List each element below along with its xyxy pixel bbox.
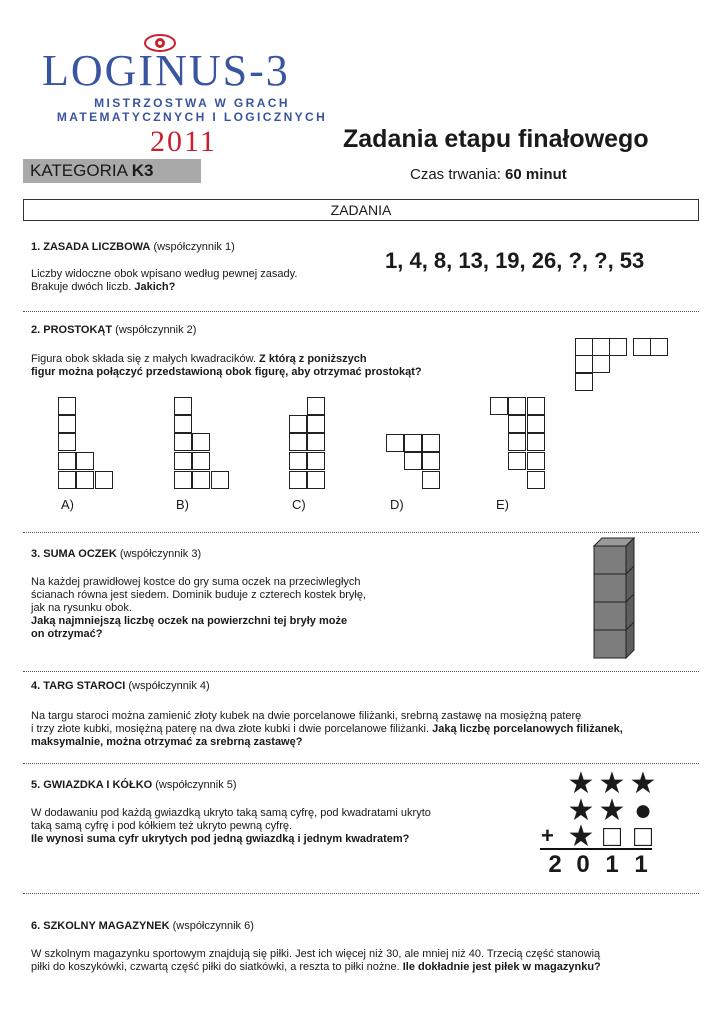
result-digit: 1 — [605, 851, 619, 878]
q4-line-2: i trzy złote kubki, mosiężną paterę na dwa złote kubki i dwie porcelanowe filiżanki. — [31, 723, 430, 735]
q1-header — [31, 241, 235, 253]
result-digit: 2 — [548, 851, 562, 878]
grid-square — [307, 471, 325, 489]
grid-square — [592, 338, 610, 356]
logo-name: LOGINUS-3 — [42, 46, 290, 95]
q4-line-2-bold: Jaką liczbę porcelanowych filiżanek, — [432, 723, 623, 735]
logo-line-1: MISTRZOSTWA W GRACH — [94, 96, 290, 110]
q3-title: 3. SUMA OCZEK — [31, 548, 117, 560]
q1-line-2: Brakuje dwóch liczb. — [31, 281, 132, 293]
q5-line-1: W dodawaniu pod każdą gwiazdką ukryto taką samą cyfrę, pod kwadratami ukryto — [31, 807, 431, 819]
grid-square — [174, 397, 192, 415]
plus-sign: + — [541, 823, 554, 848]
grid-square — [76, 452, 94, 470]
grid-square — [192, 433, 210, 451]
grid-square — [174, 415, 192, 433]
grid-square — [527, 452, 545, 470]
grid-square — [490, 397, 508, 415]
grid-square — [527, 415, 545, 433]
q5-line-2: taką samą cyfrę i pod kółkiem też ukryto pewną cyfrę. — [31, 820, 293, 832]
grid-square — [422, 471, 440, 489]
q3-dice-tower — [588, 536, 638, 660]
grid-square — [422, 452, 440, 470]
q3-header — [31, 548, 201, 560]
q2-header — [31, 324, 196, 336]
q3-coef: (współczynnik 3) — [119, 548, 202, 560]
q3-line-3: jak na rysunku obok. — [31, 602, 132, 614]
q4-title: 4. TARG STAROCI — [31, 680, 126, 692]
grid-square — [609, 338, 627, 356]
q6-line-2: piłki do koszykówki, czwartą część piłki do siatkówki, a reszta to piłki nożne. — [31, 961, 400, 973]
q5-coef: (współczynnik 5) — [155, 779, 237, 791]
grid-square — [289, 415, 307, 433]
star-icon: ★ — [598, 794, 626, 827]
category-value: K3 — [131, 161, 154, 180]
star-icon: ★ — [567, 767, 595, 800]
grid-square — [192, 471, 210, 489]
star-icon: ★ — [567, 794, 595, 827]
q6-line-2-bold: Ile dokładnie jest piłek w magazynku? — [402, 961, 601, 973]
q5-line-3-bold: Ile wynosi suma cyfr ukrytych pod jedną gwiazdką i jednym kwadratem? — [31, 833, 410, 845]
q2-line-1-bold: Z którą z poniższych — [259, 353, 367, 365]
page-title: Zadania etapu finałowego — [343, 125, 649, 153]
duration-value: 60 minut — [505, 166, 567, 183]
q2-option-d-label: D) — [390, 497, 404, 512]
q3-line-1: Na każdej prawidłowej kostce do gry suma oczek na przeciwległych — [31, 576, 361, 588]
star-icon: ★ — [598, 767, 626, 800]
grid-square — [650, 338, 668, 356]
grid-square — [58, 397, 76, 415]
grid-square — [633, 338, 651, 356]
square-icon: □ — [633, 820, 653, 853]
grid-square — [386, 434, 404, 452]
grid-square — [527, 397, 545, 415]
grid-square — [192, 452, 210, 470]
grid-square — [174, 433, 192, 451]
q1-coef: (współczynnik 1) — [153, 241, 235, 253]
grid-square — [404, 434, 422, 452]
grid-square — [58, 452, 76, 470]
grid-square — [289, 452, 307, 470]
result-digit: 0 — [576, 851, 590, 878]
divider — [23, 763, 699, 764]
q2-option-e-label: E) — [496, 497, 509, 512]
q2-option-c-label: C) — [292, 497, 306, 512]
grid-square — [289, 433, 307, 451]
divider — [23, 532, 699, 533]
q6-line-1: W szkolnym magazynku sportowym znajdują się piłki. Jest ich więcej niż 30, ale mniej niż 40. Trzecią część stanowią — [31, 948, 601, 960]
q1-line-1: Liczby widoczne obok wpisano według pewnej zasady. — [31, 268, 298, 280]
q2-line-2-bold: figur można połączyć przedstawioną obok figurę, aby otrzymać prostokąt? — [31, 366, 422, 378]
q3-line-2: ścianach równa jest siedem. Dominik buduje z czterech kostek bryłę, — [31, 589, 367, 601]
divider — [23, 671, 699, 672]
duration — [410, 166, 567, 183]
q4-line-3-bold: maksymalnie, można otrzymać za srebrną zastawę? — [31, 736, 303, 748]
grid-square — [508, 397, 526, 415]
q6-title: 6. SZKOLNY MAGAZYNEK — [31, 920, 170, 932]
star-icon: ★ — [629, 767, 657, 800]
result-digit: 1 — [634, 851, 648, 878]
q2-option-a-label: A) — [61, 497, 74, 512]
q6-coef: (współczynnik 6) — [172, 920, 254, 932]
star-icon: ★ — [567, 820, 595, 853]
q2-coef: (współczynnik 2) — [115, 324, 197, 336]
grid-square — [307, 415, 325, 433]
category-label: KATEGORIA — [30, 161, 127, 180]
grid-square — [307, 452, 325, 470]
q6-header — [31, 920, 254, 932]
sum-line — [540, 848, 652, 850]
grid-square — [307, 397, 325, 415]
q1-sequence: 1, 4, 8, 13, 19, 26, ?, ?, 53 — [385, 248, 645, 273]
logo-year: 2011 — [150, 125, 217, 158]
duration-label: Czas trwania: — [410, 166, 501, 183]
grid-square — [95, 471, 113, 489]
grid-square — [575, 338, 593, 356]
q2-title: 2. PROSTOKĄT — [31, 324, 113, 336]
grid-square — [508, 415, 526, 433]
square-icon: □ — [602, 820, 622, 853]
q3-text — [31, 576, 366, 641]
grid-square — [422, 434, 440, 452]
grid-square — [174, 452, 192, 470]
q5-title: 5. GWIAZDKA I KÓŁKO — [31, 779, 153, 791]
q6-text — [31, 948, 601, 974]
q4-text — [31, 710, 623, 749]
q2-line-1: Figura obok składa się z małych kwadracików. — [31, 353, 256, 365]
grid-square — [508, 452, 526, 470]
grid-square — [307, 433, 325, 451]
q3-line-4-bold: Jaką najmniejszą liczbę oczek na powierzchni tej bryły może — [31, 615, 348, 627]
logo-line-2: MATEMATYCZNYCH I LOGICZNYCH — [56, 110, 328, 124]
grid-square — [174, 471, 192, 489]
category-badge — [23, 159, 201, 183]
circle-icon: ● — [633, 794, 653, 827]
q5-header — [31, 779, 237, 791]
grid-square — [527, 433, 545, 451]
grid-square — [404, 452, 422, 470]
q2-option-b-label: B) — [176, 497, 189, 512]
grid-square — [76, 471, 94, 489]
grid-square — [58, 433, 76, 451]
q4-header — [31, 680, 210, 692]
grid-square — [575, 355, 593, 373]
q3-line-5-bold: on otrzymać? — [31, 628, 103, 640]
q4-coef: (współczynnik 4) — [128, 680, 210, 692]
q1-title: 1. ZASADA LICZBOWA — [31, 241, 151, 253]
grid-square — [527, 471, 545, 489]
q5-text — [31, 807, 431, 846]
grid-square — [289, 471, 307, 489]
q2-text — [31, 353, 422, 379]
q1-text — [31, 268, 297, 294]
q1-line-2-bold: Jakich? — [134, 281, 176, 293]
grid-square — [58, 415, 76, 433]
divider — [23, 893, 699, 894]
q4-line-1: Na targu staroci można zamienić złoty kubek na dwie porcelanowe filiżanki, srebrną zastawę na mosiężną paterę — [31, 710, 582, 722]
grid-square — [58, 471, 76, 489]
grid-square — [508, 433, 526, 451]
section-header: ZADANIA — [23, 199, 699, 221]
divider — [23, 311, 699, 312]
grid-square — [592, 355, 610, 373]
grid-square — [575, 373, 593, 391]
grid-square — [211, 471, 229, 489]
